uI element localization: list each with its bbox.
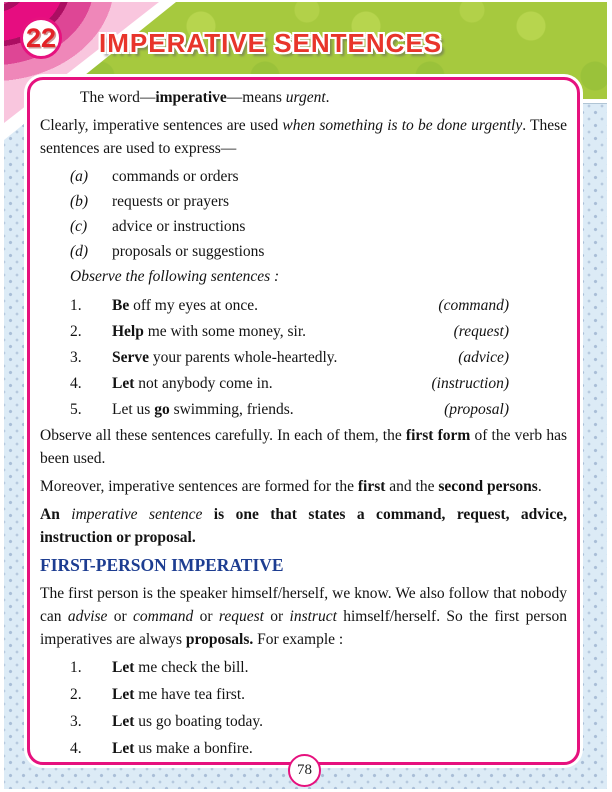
example-row bbox=[70, 320, 567, 343]
definition-paragraph: An imperative sentence is one that states a command, request, advice, instruction or proposal. bbox=[40, 506, 567, 546]
example-sentence: Serve your parents whole-heartedly. bbox=[112, 349, 338, 366]
list-marker: (a) bbox=[70, 168, 89, 185]
example-sentence: Let not anybody come in. bbox=[112, 375, 273, 392]
example-row bbox=[70, 346, 567, 369]
chapter-number-badge bbox=[20, 17, 62, 59]
example-row bbox=[70, 294, 567, 317]
example-type-label: (command) bbox=[438, 297, 509, 314]
example-sentence: Let me have tea first. bbox=[112, 686, 245, 703]
example-sentence: Help me with some money, sir. bbox=[112, 323, 307, 340]
example-number: 2. bbox=[70, 323, 82, 340]
page-number: 78 bbox=[297, 762, 312, 778]
example-number: 1. bbox=[70, 659, 82, 676]
list-text: commands or orders bbox=[112, 168, 239, 185]
section-heading: FIRST-PERSON IMPERATIVE bbox=[40, 555, 284, 575]
example-type-label: (instruction) bbox=[431, 375, 509, 392]
observe-heading: Observe the following sentences : bbox=[70, 268, 280, 285]
content-box bbox=[27, 77, 580, 765]
first-person-paragraph: The first person is the speaker himself/herself, we know. We also follow that nobody can advise or command or request or instruct himself/herself. So the first person imperatives are always proposals. For example : bbox=[40, 585, 567, 648]
example-sentence: Let us go boating today. bbox=[112, 713, 263, 730]
example-type-label: (advice) bbox=[458, 349, 509, 366]
list-item bbox=[70, 215, 567, 238]
example-sentence: Let us make a bonfire. bbox=[112, 740, 253, 757]
list-marker: (b) bbox=[70, 193, 89, 210]
example-number: 5. bbox=[70, 401, 82, 418]
intro-paragraph-1: The word—imperative—means urgent. bbox=[80, 89, 330, 106]
example-sentence: Be off my eyes at once. bbox=[112, 297, 259, 314]
example-number: 4. bbox=[70, 740, 82, 757]
example-number: 3. bbox=[70, 349, 82, 366]
example-row bbox=[70, 398, 567, 421]
example-type-label: (proposal) bbox=[444, 401, 509, 418]
intro-paragraph-2: Clearly, imperative sentences are used when something is to be done urgently. These sentences are used to express— bbox=[40, 117, 567, 157]
example-sentence: Let us go swimming, friends. bbox=[112, 401, 294, 418]
example-row bbox=[70, 683, 567, 706]
example-sentence: Let me check the bill. bbox=[112, 659, 249, 676]
example-row bbox=[70, 710, 567, 733]
example-number: 2. bbox=[70, 686, 82, 703]
chapter-number: 22 bbox=[25, 22, 57, 53]
page-title: IMPERATIVE SENTENCES bbox=[99, 28, 443, 58]
list-marker: (c) bbox=[70, 218, 88, 235]
example-type-label: (request) bbox=[453, 323, 509, 340]
list-item bbox=[70, 190, 567, 213]
example-row bbox=[70, 656, 567, 679]
example-row bbox=[70, 372, 567, 395]
list-item bbox=[70, 240, 567, 263]
example-number: 3. bbox=[70, 713, 82, 730]
example-number: 4. bbox=[70, 375, 82, 392]
page-number-badge bbox=[288, 754, 321, 787]
explanation-paragraph-2: Moreover, imperative sentences are formed for the first and the second persons. bbox=[40, 478, 542, 495]
example-row bbox=[70, 737, 567, 760]
list-text: requests or prayers bbox=[112, 193, 230, 210]
explanation-paragraph-1: Observe all these sentences carefully. In each of them, the first form of the verb has been used. bbox=[40, 427, 567, 467]
list-item bbox=[70, 165, 567, 188]
list-text: proposals or suggestions bbox=[112, 243, 265, 260]
list-text: advice or instructions bbox=[112, 218, 246, 235]
example-number: 1. bbox=[70, 297, 82, 314]
list-marker: (d) bbox=[70, 243, 89, 260]
content-area bbox=[30, 80, 577, 760]
